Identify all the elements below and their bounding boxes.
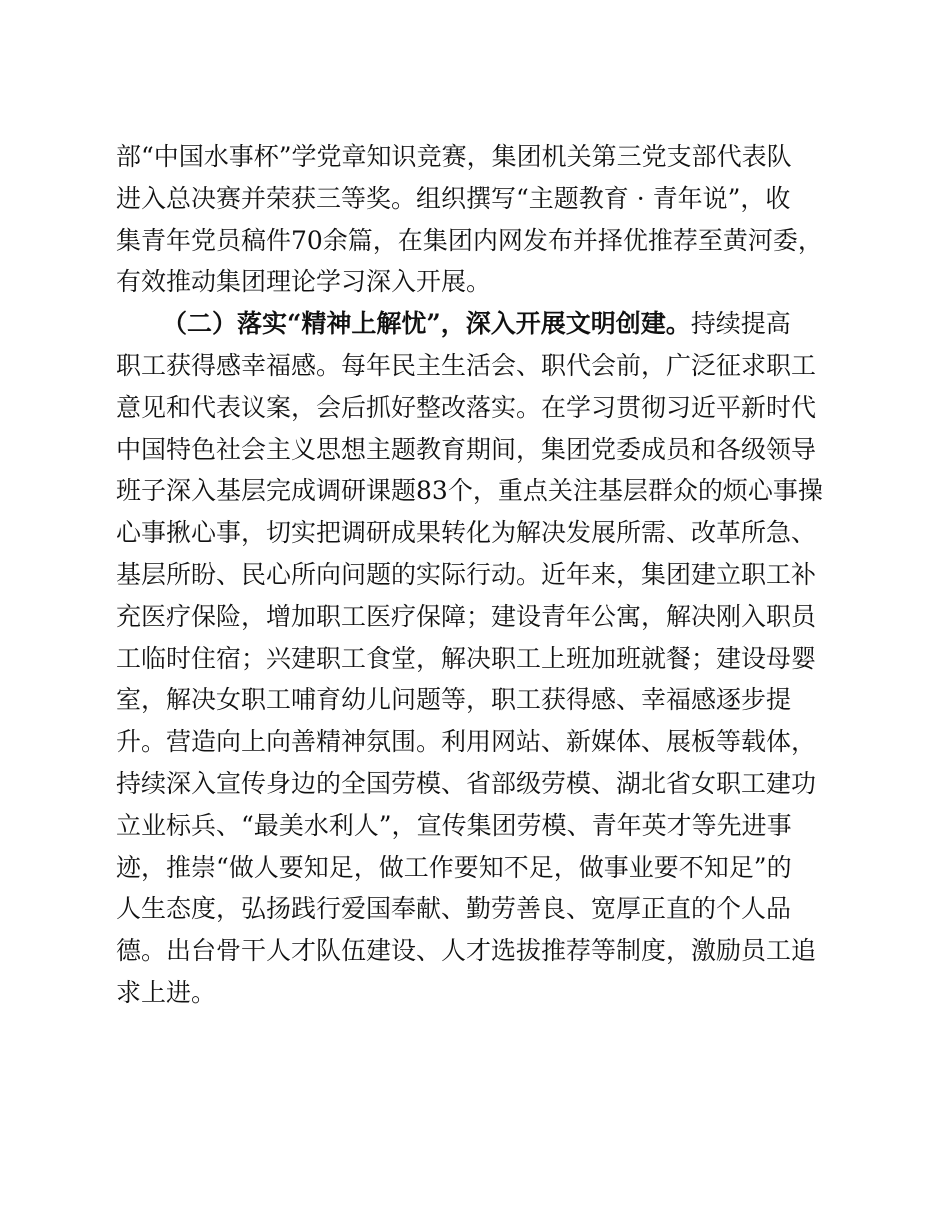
text-line: 充医疗保险，增加职工医疗保障；建设青年公寓，解决刚入职员 [116, 601, 817, 631]
text-line: 求上进。 [116, 977, 217, 1007]
text-line: 班子深入基层完成调研课题83个，重点关注基层群众的烦心事操 [116, 476, 823, 506]
text-line: 升。营造向上向善精神氛围。利用网站、新媒体、展板等载体， [116, 727, 817, 757]
section-heading-tail: 持续提高 [690, 309, 791, 339]
body-text [116, 136, 836, 1014]
section-heading: （二）落实“精神上解忧”，深入开展文明创建。 [162, 309, 691, 339]
text-line: 室，解决女职工哺育幼儿问题等，职工获得感、幸福感逐步提 [116, 685, 792, 715]
text-line: 集青年党员稿件70余篇，在集团内网发布并择优推荐至黄河委， [116, 225, 823, 255]
text-line: 迹，推崇“做人要知足，做工作要知不足，做事业要不知足”的 [116, 852, 792, 882]
text-line: 进入总决赛并荣获三等奖。组织撰写“主题教育 · 青年说”，收 [116, 183, 791, 213]
text-line: 德。出台骨干人才队伍建设、人才选拔推荐等制度，激励员工追 [116, 936, 817, 966]
text-line: 工临时住宿；兴建职工食堂，解决职工上班加班就餐；建设母婴 [116, 643, 817, 673]
text-line: 有效推动集团理论学习深入开展。 [116, 267, 492, 297]
text-line: 立业标兵、“最美水利人”，宣传集团劳模、青年英才等先进事 [116, 810, 792, 840]
text-line: 心事揪心事，切实把调研成果转化为解决发展所需、改革所急、 [116, 518, 817, 548]
text-line: 部“中国水事杯”学党章知识竞赛，集团机关第三党支部代表队 [116, 142, 792, 171]
text-line: 意见和代表议案，会后抓好整改落实。在学习贯彻习近平新时代 [116, 392, 817, 422]
text-line: 职工获得感幸福感。每年民主生活会、职代会前，广泛征求职工 [116, 350, 817, 380]
text-line: 持续深入宣传身边的全国劳模、省部级劳模、湖北省女职工建功 [116, 768, 817, 798]
text-line: 基层所盼、民心所向问题的实际行动。近年来，集团建立职工补 [116, 559, 817, 589]
text-line: 人生态度，弘扬践行爱国奉献、勤劳善良、宽厚正直的个人品 [116, 894, 792, 924]
section-heading-line [116, 303, 836, 345]
text-line: 中国特色社会主义思想主题教育期间，集团党委成员和各级领导 [116, 434, 817, 464]
